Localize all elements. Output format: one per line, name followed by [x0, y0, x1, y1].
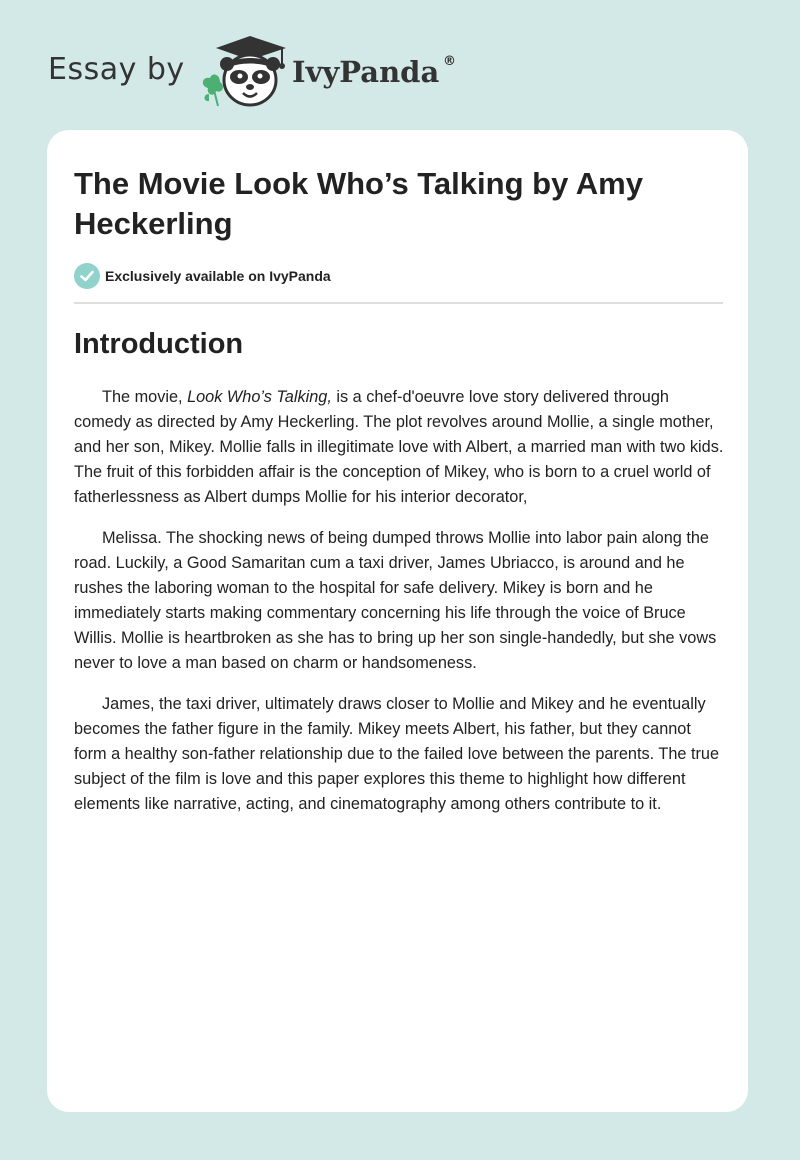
paragraph-1-start: The movie,	[102, 388, 188, 406]
essay-by-label: Essay by	[48, 52, 185, 87]
exclusive-label: Exclusively available on IvyPanda	[105, 268, 331, 284]
film-title-emphasis: Look Who’s Talking,	[187, 388, 332, 406]
section-heading-introduction: Introduction	[74, 328, 244, 360]
divider	[74, 302, 723, 304]
paragraph-3: James, the taxi driver, ultimately draws closer to Mollie and Mikey and he eventually becomes the father figure in the family. Mikey meets Albert, his father, but they cannot form a healthy son-father relationship due to the failed love between the parents. The true subject of the film is love and this paper explores this theme to highlight how different elements like narrative, acting, and cinematography among others contribute to it.	[74, 695, 720, 813]
paragraph-2: Melissa. The shocking news of being dumped throws Mollie into labor pain along the road. Luckily, a Good Samaritan cum a taxi driver, James Ubriacco, is around and he rushes the laboring woman to the hospital for safe delivery. Mikey is born and he immediately starts making commentary concerning his life through the voice of Bruce Willis. Mollie is heartbroken as she has to bring up her son single-handedly, but she vows never to love a man based on charm or handsomeness.	[74, 529, 717, 672]
check-circle-icon	[74, 263, 100, 289]
paragraph-1	[74, 385, 726, 510]
panda-logo-icon[interactable]	[196, 34, 288, 110]
registered-mark: ®	[443, 54, 456, 69]
essay-title: The Movie Look Who’s Talking by Amy Heckerling	[74, 166, 643, 241]
exclusive-badge	[74, 263, 331, 289]
paragraph-1-rest: is a chef-d'oeuvre love story delivered through comedy as directed by Amy Heckerling. The plot revolves around Mollie, a single mother, and her son, Mikey. Mollie falls in illegitimate love with Albert, a married man with two kids. The fruit of this forbidden affair is the conception of Mikey, who is born to a cruel world of fatherlessness as Albert dumps Mollie for his interior decorator,	[74, 388, 724, 506]
brand-name[interactable]: IvyPanda	[292, 55, 440, 89]
essay-body	[74, 385, 726, 833]
site-header	[0, 0, 800, 120]
essay-card	[47, 130, 748, 1112]
ivy-leaf-icon	[203, 75, 223, 106]
